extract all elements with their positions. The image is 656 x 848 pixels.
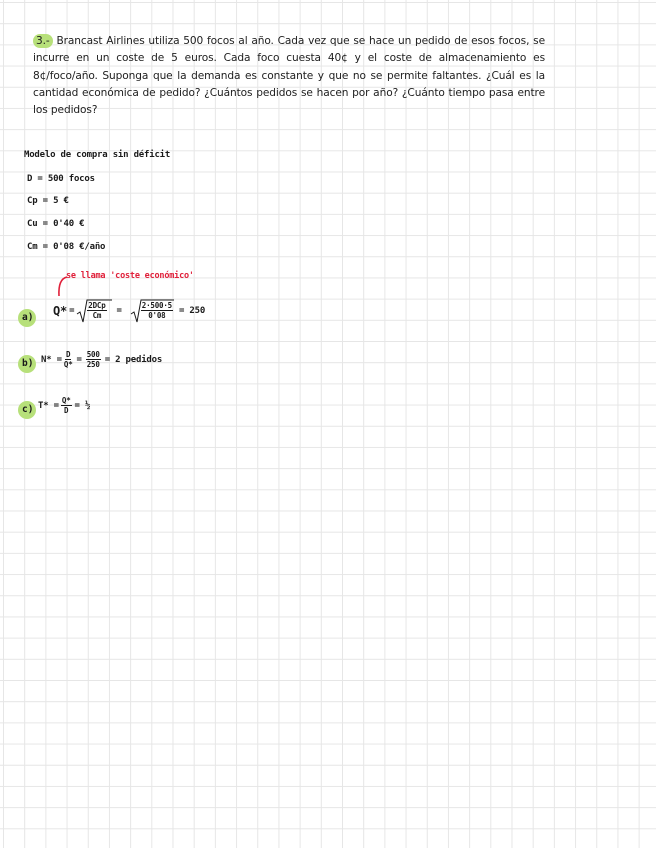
orders-f2-denominator: 250 xyxy=(86,360,100,369)
answer-c-equation xyxy=(38,396,90,415)
eoq-substitution-numerator: 2·500·5 xyxy=(141,301,172,310)
orders-symbol: N* = xyxy=(41,354,62,365)
answer-b-label: b) xyxy=(22,358,34,369)
answer-b-equation: N* = $\frac{D}{Q*}$ = $\frac{500}{250}$ = 2 pedidos xyxy=(41,350,163,369)
answer-c-label: c) xyxy=(22,404,34,415)
orders-result: = 2 pedidos xyxy=(104,354,163,365)
unit-cost-note: Cu = 0'40 € xyxy=(27,219,85,229)
eoq-formula-numerator: 2DCp xyxy=(88,301,106,310)
cycle-time-numerator: Q* xyxy=(61,396,71,405)
annotation-note: se llama 'coste económico' xyxy=(66,271,194,281)
order-cost-note: Cp = 5 € xyxy=(27,196,69,206)
model-title: Modelo de compra sin déficit xyxy=(24,150,171,160)
orders-f2-numerator: 500 xyxy=(86,350,100,359)
eoq-substitution-denominator: 0'08 xyxy=(148,311,166,320)
eoq-symbol: Q* xyxy=(53,303,68,318)
problem-text: Brancast Airlines utiliza 500 focos al año. Cada vez que se hace un pedido de esos focos, se incurre en un coste de 5 euros. Cada foco cuesta 40¢ y el coste de almacenamiento es 8¢/foco/año. Suponga que la demanda es constante y que no se permite faltantes. ¿Cuál es la cantidad económica de pedido? ¿Cuántos pedidos se hacen por año? ¿Cuánto tiempo pasa entre los pedidos? xyxy=(33,35,545,117)
demand-note: D = 500 focos xyxy=(27,174,95,184)
answer-a-label: a) xyxy=(22,312,34,323)
eoq-result: = 250 xyxy=(178,305,206,316)
cycle-time-symbol: T* = xyxy=(38,400,59,411)
eoq-formula-sqrt xyxy=(76,301,108,320)
answer-a-equation: Q* = $\frac{\text{2DCp}}{Cm}$ = $\frac{2\cdot 500\cdot 5}{0'08}$ = 250 xyxy=(53,301,206,320)
problem-number: 3.- xyxy=(33,34,53,48)
orders-f1-denominator: Q* xyxy=(63,360,73,369)
holding-cost-note: Cm = 0'08 €/año xyxy=(27,242,106,252)
eoq-formula-denominator: Cm xyxy=(92,311,102,320)
eoq-substitution-sqrt xyxy=(130,301,175,320)
cycle-time-denominator: D xyxy=(64,406,69,415)
problem-statement xyxy=(33,33,545,119)
cycle-time-result: = ½ xyxy=(74,400,91,411)
orders-f1-numerator: D xyxy=(66,350,71,359)
